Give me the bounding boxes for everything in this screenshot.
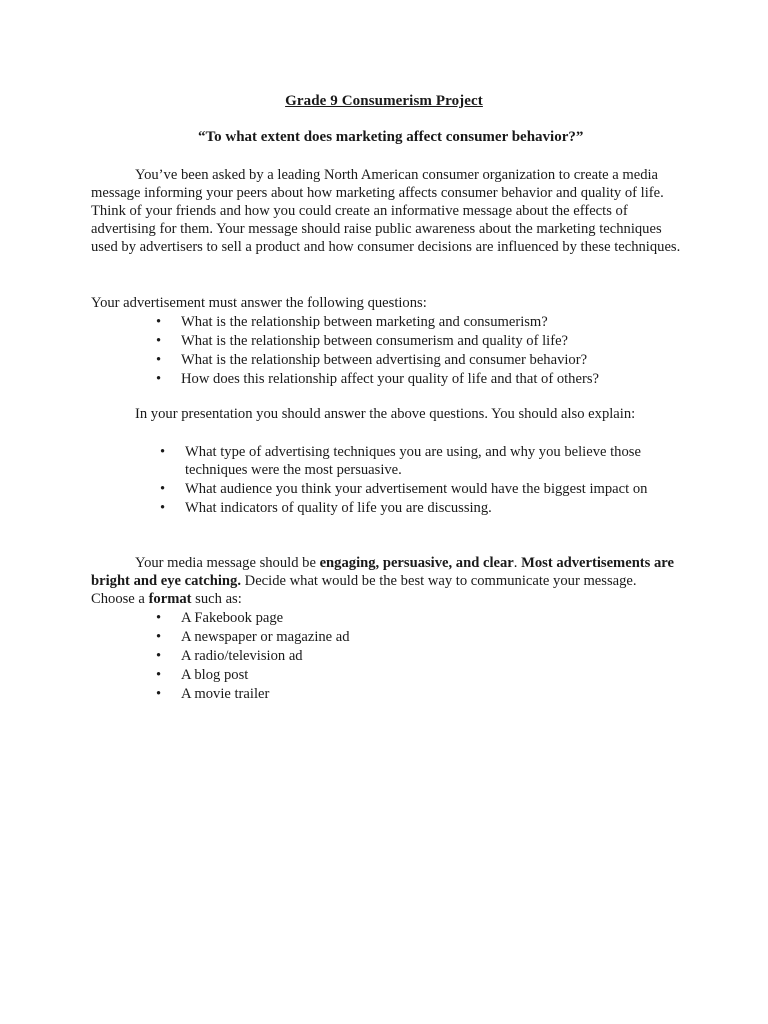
list-item-text: A radio/television ad <box>181 648 303 664</box>
list-item <box>156 332 676 350</box>
media-text: Decide what would be the best way to communicate your message. Choose a <box>91 573 637 607</box>
questions-lead: Your advertisement must answer the following questions: <box>91 295 427 311</box>
list-item <box>156 666 456 684</box>
intro-text: You’ve been asked by a leading North American consumer organization to create a media message informing your peers about how marketing affects consumer behavior and quality of life. Think of your friends and how you could create an informative message about the effects of advertising for them. Your message should raise public awareness about the marketing techniques used by advertisers to sell a product and how consumer decisions are influenced by these techniques. <box>91 167 681 255</box>
list-item <box>160 480 675 498</box>
media-paragraph <box>91 554 681 608</box>
list-item-text: What audience you think your advertisement would have the biggest impact on <box>185 481 648 497</box>
list-item <box>160 499 675 517</box>
list-item <box>156 370 676 388</box>
bullet-icon: • <box>160 481 166 497</box>
bullet-icon: • <box>156 667 162 683</box>
questions-list <box>156 313 676 389</box>
media-emphasis: Most advertisements are bright and eye catching. <box>91 555 674 589</box>
list-item-text: A movie trailer <box>181 686 270 702</box>
list-item <box>156 685 456 703</box>
bullet-icon: • <box>156 686 162 702</box>
bullet-icon: • <box>156 629 162 645</box>
media-emphasis: engaging, persuasive, and clear <box>319 555 514 571</box>
formats-list <box>156 609 456 704</box>
bullet-icon: • <box>156 371 162 387</box>
bullet-icon: • <box>156 648 162 664</box>
list-item-text: A newspaper or magazine ad <box>181 629 350 645</box>
media-emphasis: format <box>148 591 192 607</box>
explain-list <box>160 443 675 518</box>
bullet-icon: • <box>156 333 162 349</box>
list-item-text: A blog post <box>181 667 249 683</box>
list-item-text: How does this relationship affect your quality of life and that of others? <box>181 371 599 387</box>
bullet-icon: • <box>160 444 166 460</box>
list-item <box>156 647 456 665</box>
list-item-text: What indicators of quality of life you are discussing. <box>185 500 492 516</box>
document-title: Grade 9 Consumerism Project <box>285 93 483 109</box>
list-item-text: What is the relationship between advertising and consumer behavior? <box>181 352 588 368</box>
bullet-icon: • <box>156 314 162 330</box>
list-item <box>156 609 456 627</box>
list-item <box>156 628 456 646</box>
bullet-icon: • <box>160 500 166 516</box>
explain-lead-text: In your presentation you should answer the above questions. You should also explain: <box>135 406 636 422</box>
intro-paragraph <box>91 166 681 256</box>
driving-question: “To what extent does marketing affect consumer behavior?” <box>198 129 584 145</box>
list-item-text: What is the relationship between marketing and consumerism? <box>181 314 548 330</box>
media-text: such as: <box>191 591 242 607</box>
list-item-text: A Fakebook page <box>181 610 284 626</box>
explain-paragraph <box>91 405 681 423</box>
list-item <box>160 443 675 479</box>
media-text: Your media message should be <box>135 555 320 571</box>
bullet-icon: • <box>156 352 162 368</box>
list-item-text: What type of advertising techniques you are using, and why you believe those techniques were the most persuasive. <box>185 444 641 478</box>
bullet-icon: • <box>156 610 162 626</box>
list-item <box>156 351 676 369</box>
list-item <box>156 313 676 331</box>
list-item-text: What is the relationship between consumerism and quality of life? <box>181 333 569 349</box>
media-text: . <box>513 555 522 571</box>
